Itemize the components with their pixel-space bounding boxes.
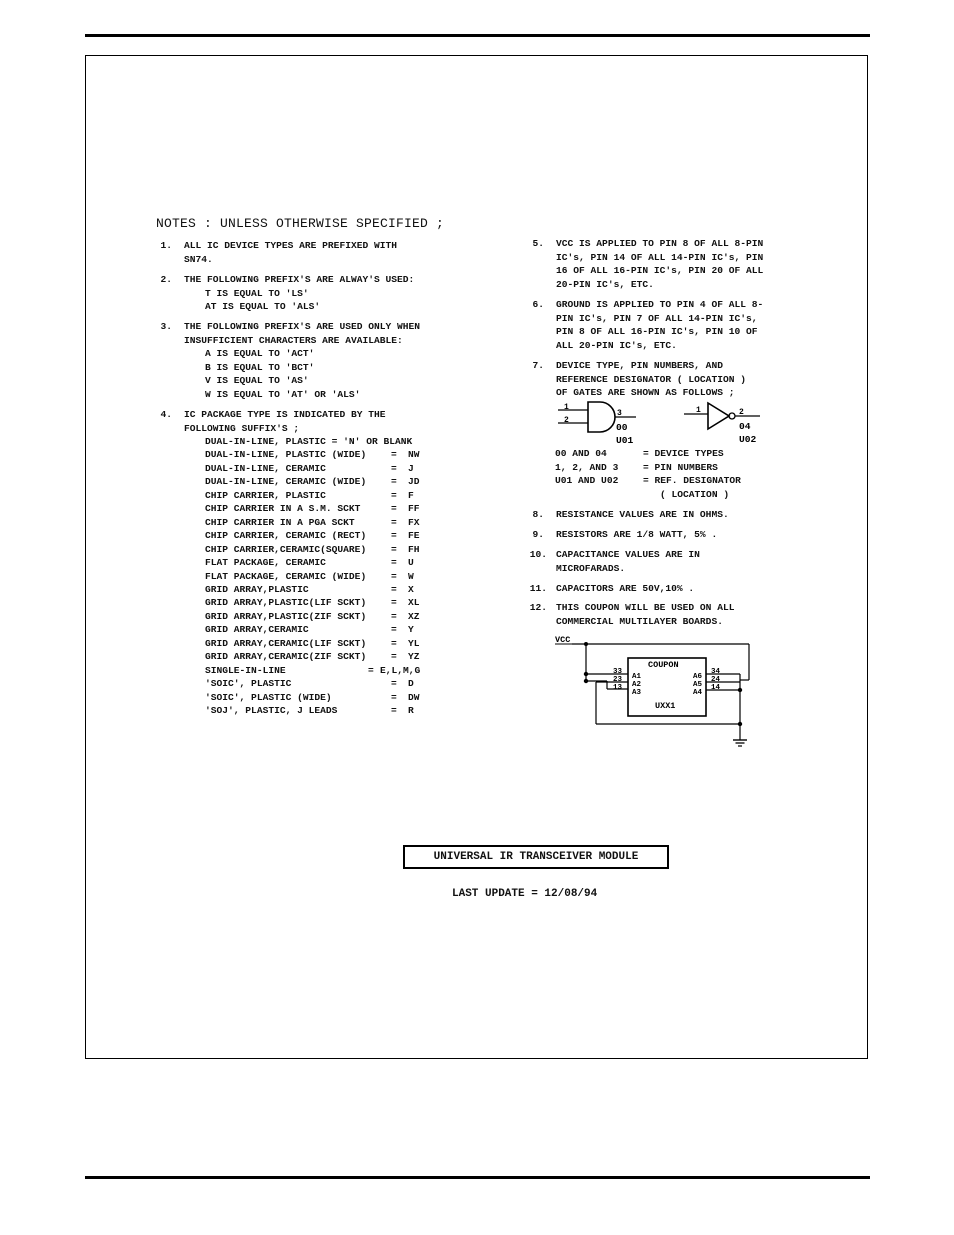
right-pin-label: A6 (693, 673, 703, 681)
package-name: GRID ARRAY,CERAMIC(LIF SCKT) (205, 637, 367, 649)
legend-value: = DEVICE TYPES (643, 448, 724, 459)
note-line: GROUND IS APPLIED TO PIN 4 OF ALL 8- (556, 299, 764, 310)
coupon-schematic (550, 632, 770, 754)
legend-key: U01 AND U02 (555, 475, 619, 486)
note-number: 1. (160, 240, 172, 251)
note-line: DEVICE TYPE, PIN NUMBERS, AND (556, 360, 723, 371)
package-name: 'SOIC', PLASTIC (205, 678, 292, 690)
note-line: VCC IS APPLIED TO PIN 8 OF ALL 8-PIN (556, 238, 764, 249)
package-name: DUAL-IN-LINE, CERAMIC (205, 462, 326, 474)
package-name: SINGLE-IN-LINE (205, 664, 286, 676)
ground-icon (733, 740, 747, 746)
left-pin-number: 23 (613, 676, 623, 684)
inv-pin2-label: 2 (739, 408, 744, 417)
package-suffix: Y (408, 624, 414, 636)
package-suffix: F (408, 489, 414, 501)
package-suffix: W (408, 570, 414, 582)
note-line: CAPACITANCE VALUES ARE IN (556, 549, 700, 560)
note-subline: W IS EQUAL TO 'AT' OR 'ALS' (205, 388, 361, 400)
package-name: CHIP CARRIER IN A S.M. SCKT (205, 503, 361, 515)
left-pin-label: A1 (632, 673, 642, 681)
package-name: CHIP CARRIER IN A PGA SCKT (205, 516, 355, 528)
note-line: RESISTORS ARE 1/8 WATT, 5% . (556, 529, 718, 540)
equals-sign: = (391, 543, 397, 555)
vcc-label: VCC (555, 635, 571, 645)
package-suffix: FH (408, 543, 420, 555)
equals-sign: = (391, 610, 397, 622)
and-ref-designator: U01 (616, 435, 634, 446)
top-rule (85, 34, 870, 37)
package-suffix: D (408, 678, 414, 690)
legend-key: 00 AND 04 (555, 448, 607, 459)
note-line: THIS COUPON WILL BE USED ON ALL (556, 602, 735, 613)
note-line: IC's, PIN 14 OF ALL 14-PIN IC's, PIN (556, 251, 764, 263)
last-update: LAST UPDATE = 12/08/94 (452, 888, 598, 900)
and-pin1-label: 1 (564, 403, 569, 412)
package-name: FLAT PACKAGE, CERAMIC (WIDE) (205, 570, 367, 582)
package-suffix: DW (408, 691, 420, 703)
left-pin-number: 13 (613, 684, 623, 692)
coupon-ref: UXX1 (655, 701, 676, 711)
note-number: 11. (529, 583, 547, 594)
module-title-box: UNIVERSAL IR TRANSCEIVER MODULE (403, 845, 669, 869)
note-number: 5. (532, 238, 544, 249)
note-line: REFERENCE DESIGNATOR ( LOCATION ) (556, 373, 746, 385)
equals-sign: = (391, 597, 397, 609)
package-name: GRID ARRAY,CERAMIC (205, 624, 309, 636)
and-pin2-label: 2 (564, 416, 569, 425)
note-number: 8. (532, 509, 544, 520)
and-device-type: 00 (616, 422, 628, 433)
note-number: 9. (532, 529, 544, 540)
note-line: CAPACITORS ARE 50V,10% . (556, 583, 695, 594)
note-line: 16 OF ALL 16-PIN IC's, PIN 20 OF ALL (556, 265, 764, 276)
equals-sign: = (391, 705, 397, 716)
package-name: 'SOIC', PLASTIC (WIDE) (205, 691, 332, 703)
note-line: INSUFFICIENT CHARACTERS ARE AVAILABLE: (184, 334, 403, 346)
package-name: FLAT PACKAGE, CERAMIC (205, 557, 326, 569)
equals-sign: = (391, 624, 397, 636)
note-number: 12. (529, 602, 547, 613)
legend-value: = PIN NUMBERS (643, 461, 718, 473)
equals-sign: = (368, 664, 374, 676)
package-suffix: YL (408, 637, 420, 649)
note-subline: A IS EQUAL TO 'ACT' (205, 348, 315, 359)
package-name: CHIP CARRIER, CERAMIC (RECT) (205, 530, 367, 542)
note-line: 20-PIN IC's, ETC. (556, 278, 654, 290)
package-suffix: XL (408, 597, 420, 609)
note-line: PIN 8 OF ALL 16-PIN IC's, PIN 10 OF (556, 326, 758, 337)
equals-sign: = (391, 557, 397, 569)
note-number: 3. (160, 321, 172, 332)
package-name: GRID ARRAY,CERAMIC(ZIF SCKT) (205, 651, 367, 663)
equals-sign: = (391, 637, 397, 649)
package-suffix: E,L,M,G (380, 664, 421, 676)
coupon-title: COUPON (648, 660, 679, 670)
equals-sign: = (391, 530, 397, 542)
right-pin-number: 24 (711, 676, 721, 684)
note-subline: V IS EQUAL TO 'AS' (205, 375, 309, 386)
gate-symbols (550, 398, 770, 448)
and-gate-symbol (558, 402, 636, 446)
note-line: IC PACKAGE TYPE IS INDICATED BY THE (184, 409, 386, 420)
package-name: DUAL-IN-LINE, CERAMIC (WIDE) (205, 476, 367, 488)
equals-sign: = (391, 651, 397, 663)
note-line: MICROFARADS. (556, 562, 626, 574)
package-suffix: R (408, 705, 414, 716)
note-subline: B IS EQUAL TO 'BCT' (205, 361, 315, 373)
left-pin-label: A2 (632, 681, 642, 689)
note-line: RESISTANCE VALUES ARE IN OHMS. (556, 509, 729, 520)
inv-pin1-label: 1 (696, 406, 701, 415)
left-pin-label: A3 (632, 689, 642, 697)
package-suffix: FF (408, 503, 420, 515)
notes-title: NOTES : UNLESS OTHERWISE SPECIFIED ; (156, 216, 445, 231)
note-line: COMMERCIAL MULTILAYER BOARDS. (556, 615, 723, 627)
package-name: CHIP CARRIER,CERAMIC(SQUARE) (205, 543, 367, 555)
package-name: GRID ARRAY,PLASTIC(ZIF SCKT) (205, 610, 367, 622)
note-number: 7. (532, 360, 544, 371)
note-subline: T IS EQUAL TO 'LS' (205, 287, 309, 299)
equals-sign: = (391, 570, 397, 582)
note-number: 10. (529, 549, 547, 560)
equals-sign: = (391, 476, 397, 488)
note-line: THE FOLLOWING PREFIX'S ARE USED ONLY WHEN (184, 321, 421, 332)
bottom-rule (85, 1176, 870, 1179)
note-line: THE FOLLOWING PREFIX'S ARE ALWAY'S USED: (184, 274, 415, 285)
note-number: 2. (160, 274, 172, 285)
inverter-symbol (684, 403, 760, 445)
left-pin-number: 33 (613, 668, 623, 676)
legend-value: = REF. DESIGNATOR (643, 475, 741, 486)
right-pin-label: A4 (693, 689, 703, 697)
note-line: ALL 20-PIN IC's, ETC. (556, 339, 677, 351)
equals-sign: = (391, 516, 397, 528)
inv-ref-designator: U02 (739, 434, 757, 445)
note-subline: AT IS EQUAL TO 'ALS' (205, 301, 321, 312)
equals-sign: = (391, 678, 397, 690)
equals-sign: = (391, 503, 397, 515)
package-name: GRID ARRAY,PLASTIC(LIF SCKT) (205, 597, 367, 609)
equals-sign: = (391, 583, 397, 595)
package-suffix: FX (408, 516, 420, 528)
equals-sign: = (391, 691, 397, 703)
note-line: SN74. (184, 253, 213, 265)
right-pin-number: 34 (711, 668, 721, 676)
legend-key: 1, 2, AND 3 (555, 461, 619, 473)
equals-sign: = (391, 489, 397, 501)
note-number: 4. (160, 409, 172, 420)
package-name: GRID ARRAY,PLASTIC (205, 583, 309, 595)
right-pin-label: A5 (693, 681, 703, 689)
package-name: DUAL-IN-LINE, PLASTIC = 'N' OR BLANK (205, 436, 413, 447)
drawing-frame (85, 55, 868, 1059)
and-pin3-label: 3 (617, 409, 622, 418)
package-suffix: FE (408, 530, 420, 542)
package-suffix: NW (408, 449, 420, 461)
equals-sign: = (391, 462, 397, 474)
legend-value: ( LOCATION ) (660, 488, 730, 500)
package-suffix: YZ (408, 651, 420, 663)
inv-device-type: 04 (739, 421, 751, 432)
package-name: 'SOJ', PLASTIC, J LEADS (205, 705, 338, 716)
equals-sign: = (391, 449, 397, 461)
note-line: OF GATES ARE SHOWN AS FOLLOWS ; (556, 387, 735, 398)
package-name: CHIP CARRIER, PLASTIC (205, 489, 326, 501)
package-suffix: J (408, 462, 414, 474)
package-suffix: U (408, 557, 414, 569)
note-line: PIN IC's, PIN 7 OF ALL 14-PIN IC's, (556, 312, 758, 324)
package-name: DUAL-IN-LINE, PLASTIC (WIDE) (205, 449, 367, 461)
package-suffix: X (408, 583, 414, 595)
note-number: 6. (532, 299, 544, 310)
note-line: FOLLOWING SUFFIX'S ; (184, 422, 300, 434)
note-line: ALL IC DEVICE TYPES ARE PREFIXED WITH (184, 240, 398, 251)
right-pin-number: 14 (711, 684, 721, 692)
package-suffix: JD (408, 476, 420, 488)
package-suffix: XZ (408, 610, 420, 622)
